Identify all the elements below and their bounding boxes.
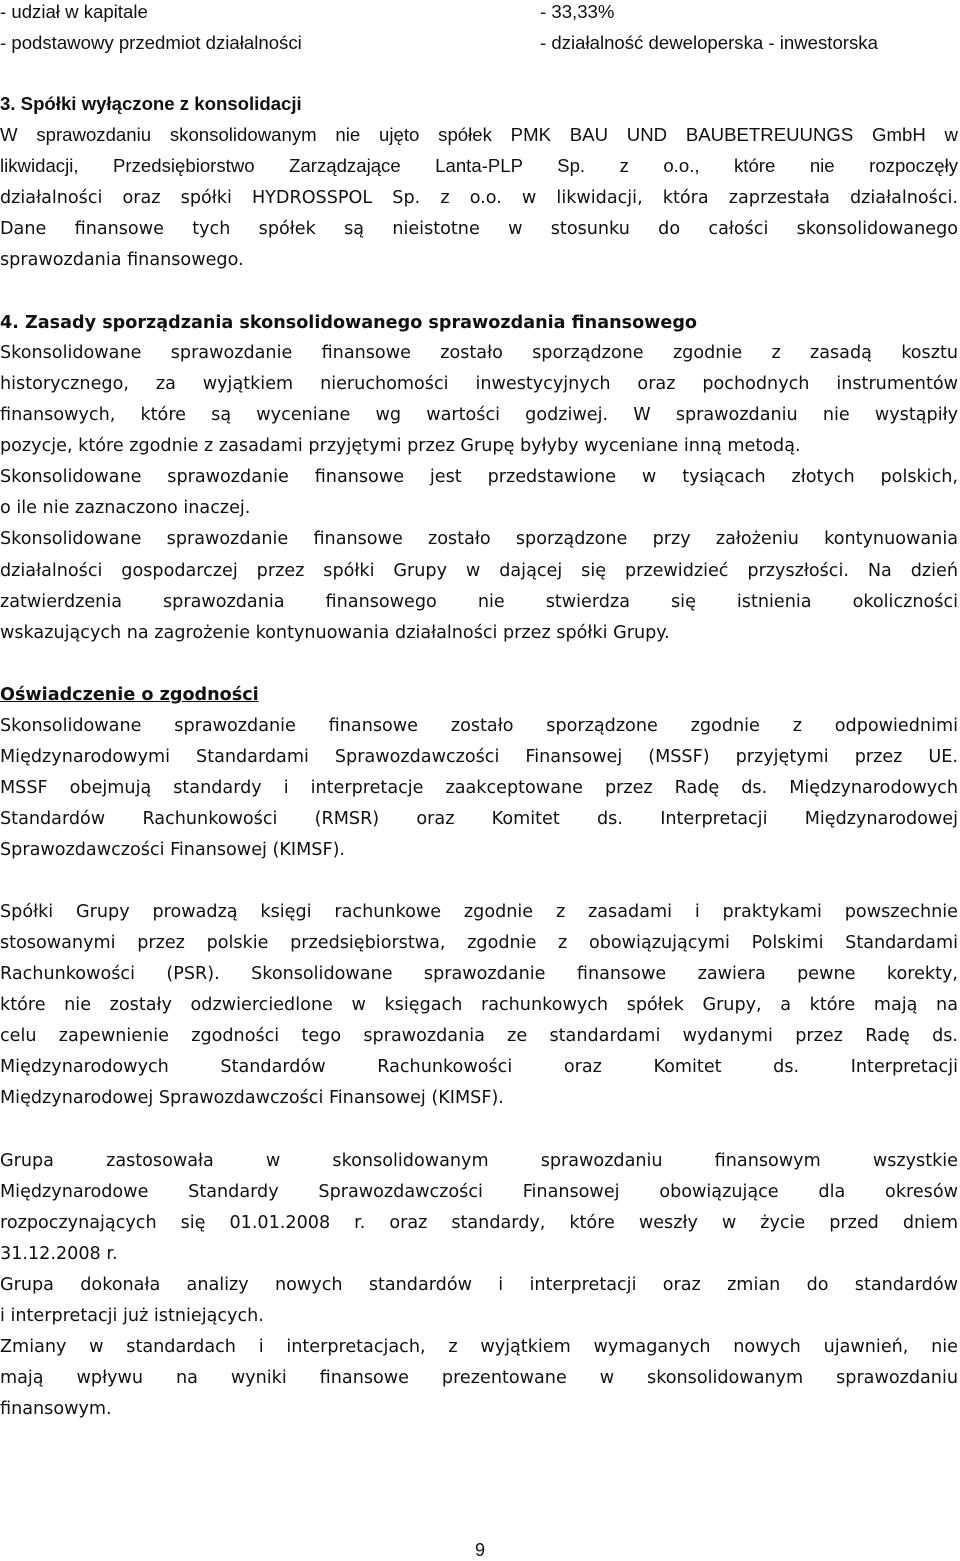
info-row-value: - działalność deweloperska - inwestorska bbox=[540, 32, 878, 53]
applied-line: Zmiany w standardach i interpretacjach, z wyjątkiem wymaganych nowych ujawnień, nie bbox=[0, 1337, 958, 1357]
section-4-line: finansowych, które są wyceniane wg wartości godziwej. W sprawozdaniu nie wystąpiły bbox=[0, 405, 958, 425]
section-4-line: Skonsolidowane sprawozdanie finansowe zostało sporządzone przy założeniu kontynuowania bbox=[0, 529, 958, 549]
info-row-value: - 33,33% bbox=[540, 1, 615, 22]
section-4-line: działalności gospodarczej przez spółki Grupy w dającej się przewidzieć przyszłości. Na dzień bbox=[0, 561, 958, 581]
applied-line: i interpretacji już istniejących. bbox=[0, 1306, 264, 1326]
applied-line: Grupa zastosowała w skonsolidowanym sprawozdaniu finansowym wszystkie bbox=[0, 1151, 958, 1171]
books-line: celu zapewnienie zgodności tego sprawozdania ze standardami wydanymi przez Radę ds. bbox=[0, 1026, 958, 1046]
applied-line: Grupa dokonała analizy nowych standardów i interpretacji oraz zmian do standardów bbox=[0, 1275, 958, 1295]
applied-line: finansowym. bbox=[0, 1399, 112, 1419]
info-row-label: - podstawowy przedmiot działalności bbox=[0, 32, 302, 53]
compliance-line: Międzynarodowymi Standardami Sprawozdawczości Finansowej (MSSF) przyjętymi przez UE. bbox=[0, 747, 958, 767]
books-line: Międzynarodowych Standardów Rachunkowości oraz Komitet ds. Interpretacji bbox=[0, 1057, 958, 1077]
section-3-line: Dane finansowe tych spółek są nieistotne w stosunku do całości skonsolidowanego bbox=[0, 219, 958, 239]
books-line: stosowanymi przez polskie przedsiębiorstwa, zgodnie z obowiązującymi Polskimi Standardami bbox=[0, 933, 958, 953]
info-row bbox=[0, 32, 958, 54]
section-4-line: o ile nie zaznaczono inaczej. bbox=[0, 498, 251, 518]
section-4-line: historycznego, za wyjątkiem nieruchomości inwestycyjnych oraz pochodnych instrumentów bbox=[0, 374, 958, 394]
section-3-line: działalności oraz spółki HYDROSSPOL Sp. z o.o. w likwidacji, która zaprzestała działalności. bbox=[0, 188, 958, 208]
compliance-heading: Oświadczenie o zgodności bbox=[0, 685, 259, 705]
info-row bbox=[0, 1, 958, 23]
compliance-line: MSSF obejmują standardy i interpretacje zaakceptowane przez Radę ds. Międzynarodowych bbox=[0, 778, 958, 798]
page-number: 9 bbox=[474, 1540, 485, 1560]
section-3-line: W sprawozdaniu skonsolidowanym nie ujęto spółek PMK BAU UND BAUBETREUUNGS GmbH w bbox=[0, 124, 958, 145]
section-4-line: wskazujących na zagrożenie kontynuowania działalności przez spółki Grupy. bbox=[0, 623, 670, 643]
section-4-line: Skonsolidowane sprawozdanie finansowe jest przedstawione w tysiącach złotych polskich, bbox=[0, 467, 958, 487]
applied-line: Międzynarodowe Standardy Sprawozdawczości Finansowej obowiązujące dla okresów bbox=[0, 1182, 958, 1202]
section-4-line: zatwierdzenia sprawozdania finansowego nie stwierdza się istnienia okoliczności bbox=[0, 592, 958, 612]
section-3-line: sprawozdania finansowego. bbox=[0, 250, 244, 270]
section-4-line: Skonsolidowane sprawozdanie finansowe zostało sporządzone zgodnie z zasadą kosztu bbox=[0, 343, 958, 363]
compliance-line: Standardów Rachunkowości (RMSR) oraz Komitet ds. Interpretacji Międzynarodowej bbox=[0, 809, 958, 829]
section-4-heading: 4. Zasady sporządzania skonsolidowanego sprawozdania finansowego bbox=[0, 313, 698, 333]
section-4-line: pozycje, które zgodnie z zasadami przyjętymi przez Grupę byłyby wyceniane inną metodą. bbox=[0, 436, 801, 456]
section-3-heading: 3. Spółki wyłączone z konsolidacji bbox=[0, 93, 302, 114]
books-line: Międzynarodowej Sprawozdawczości Finansowej (KIMSF). bbox=[0, 1088, 504, 1108]
applied-line: 31.12.2008 r. bbox=[0, 1244, 118, 1264]
info-row-label: - udział w kapitale bbox=[0, 1, 148, 22]
section-3-line: likwidacji, Przedsiębiorstwo Zarządzające Lanta-PLP Sp. z o.o., które nie rozpoczęły bbox=[0, 155, 958, 176]
books-line: Rachunkowości (PSR). Skonsolidowane sprawozdanie finansowe zawiera pewne korekty, bbox=[0, 964, 958, 984]
applied-line: rozpoczynających się 01.01.2008 r. oraz standardy, które weszły w życie przed dniem bbox=[0, 1213, 958, 1233]
books-line: Spółki Grupy prowadzą księgi rachunkowe zgodnie z zasadami i praktykami powszechnie bbox=[0, 902, 958, 922]
applied-line: mają wpływu na wyniki finansowe prezentowane w skonsolidowanym sprawozdaniu bbox=[0, 1368, 958, 1388]
compliance-line: Sprawozdawczości Finansowej (KIMSF). bbox=[0, 840, 346, 860]
compliance-line: Skonsolidowane sprawozdanie finansowe zostało sporządzone zgodnie z odpowiednimi bbox=[0, 716, 958, 736]
books-line: które nie zostały odzwierciedlone w księgach rachunkowych spółek Grupy, a które mają na bbox=[0, 995, 958, 1015]
